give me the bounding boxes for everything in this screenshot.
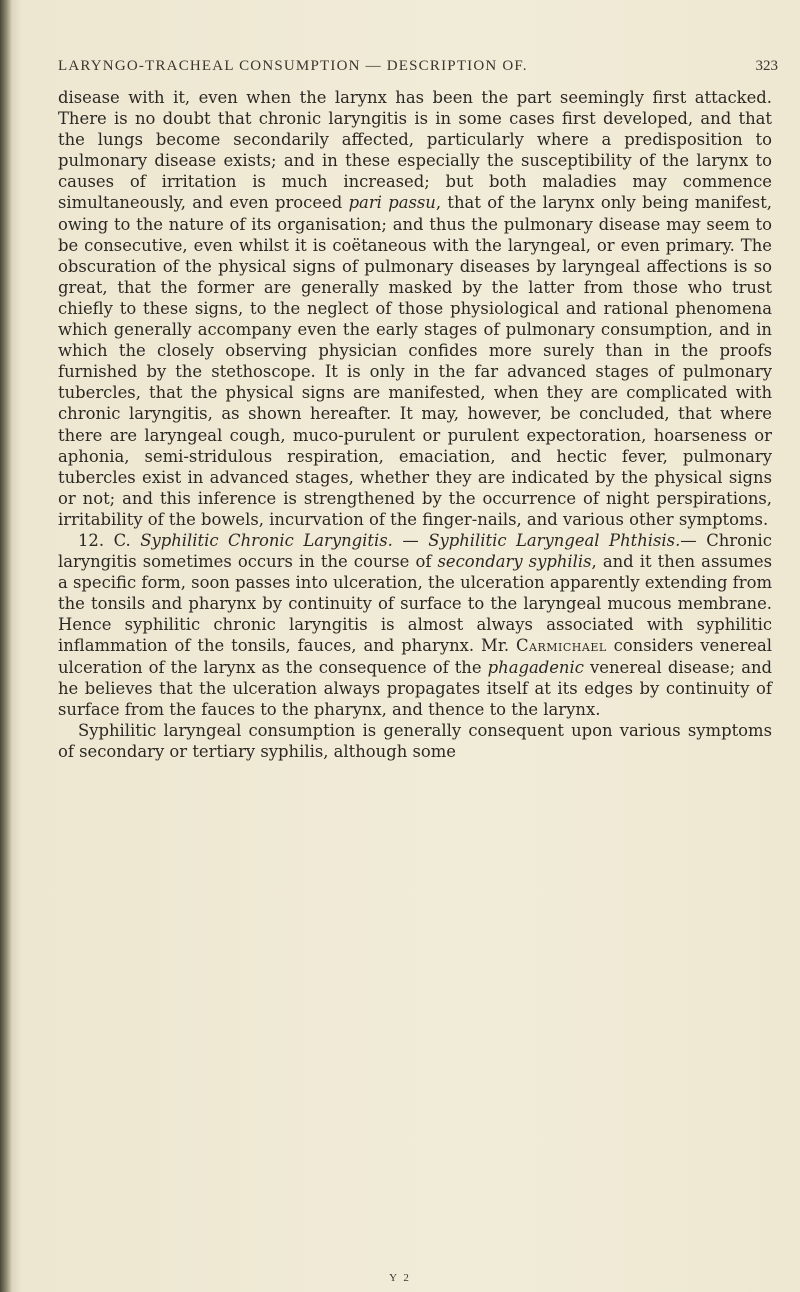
- signature-mark: Y 2: [389, 1272, 411, 1284]
- body-text: [58, 87, 772, 762]
- paragraph-2-text-a: — Chronic laryngitis sometimes occurs in the course of: [58, 530, 772, 572]
- paragraph-2-text-d: venereal disease; and he believes that the ulceration always propagates itself at its edges by continuity of surface from the fauces to the pharynx, and thence to the larynx.: [58, 657, 773, 719]
- paragraph-2-text-b: , and it then assumes a specific form, soon passes into ulceration, the ulceration apparently extending from the tonsils and pharynx by continuity of surface to the laryngeal mucous membrane. Hence syphilitic chronic laryngitis is almost always associated with syphilitic inflammation of the tonsils, fauces, and pharynx. Mr.: [58, 552, 772, 656]
- running-head: [58, 58, 778, 82]
- section-title: Syphilitic Chronic Laryngitis. — Syphilitic Laryngeal Phthisis.: [140, 530, 681, 550]
- paragraph-3-text: Syphilitic laryngeal consumption is generally consequent upon various symptoms of secondary or tertiary syphilis, although some: [58, 720, 772, 761]
- italic-term-phagadenic: phagadenic: [487, 657, 584, 677]
- paragraph-2-text-c: considers venereal ulceration of the larynx as the consequence of the: [58, 636, 773, 677]
- page-number: 323: [755, 58, 778, 74]
- author-name: Carmichael: [516, 636, 607, 656]
- paragraph-3: [58, 720, 772, 762]
- running-title: LARYNGO-TRACHEAL CONSUMPTION — DESCRIPTION OF.: [58, 58, 528, 74]
- paragraph-1-continuation: , that of the larynx only being manifest, owing to the nature of its organisation; and thus the pulmonary disease may seem to be consecutive, even whilst it is coëtaneous with the laryngeal, or even primary. The obscuration of the physical signs of pulmonary diseases by laryngeal affections is so great, that the former are generally masked by the latter from those who trust chiefly to these signs, to the neglect of those physiological and rational phenomena which generally accompany even the early stages of pulmonary consumption, and in which the closely observing physician confides more surely than in the proofs furnished by the stethoscope. It is only in the far advanced stages of pulmonary tubercles, that the physical signs are manifested, when they are complicated with chronic laryngitis, as shown hereafter. It may, however, be concluded, that where there are laryngeal cough, muco-purulent or purulent expectoration, hoarseness or aphonia, semi-stridulous respiration, emaciation, and hectic fever, pulmonary tubercles exist in advanced stages, whether they are indicated by the physical signs or not; and this inference is strengthened by the occurrence of night perspirations, irritability of the bowels, incurvation of the finger-nails, and various other symptoms.: [58, 193, 772, 529]
- paragraph-1: [58, 87, 772, 530]
- italic-term-secondary-syphilis: secondary syphilis: [437, 552, 592, 572]
- paragraph-1-text: disease with it, even when the larynx has been the part seemingly first attacked. There is no doubt that chronic laryngitis is in some cases first developed, and that the lungs become secondarily affected, particularly where a predisposition to pulmonary disease exists; and in these especially the susceptibility of the larynx to causes of irritation is much increased; but both maladies may commence simultaneously, and even proceed: [58, 88, 772, 213]
- latin-phrase: pari passu: [348, 193, 436, 213]
- paragraph-2: [58, 530, 772, 720]
- section-number: 12. C.: [78, 530, 131, 550]
